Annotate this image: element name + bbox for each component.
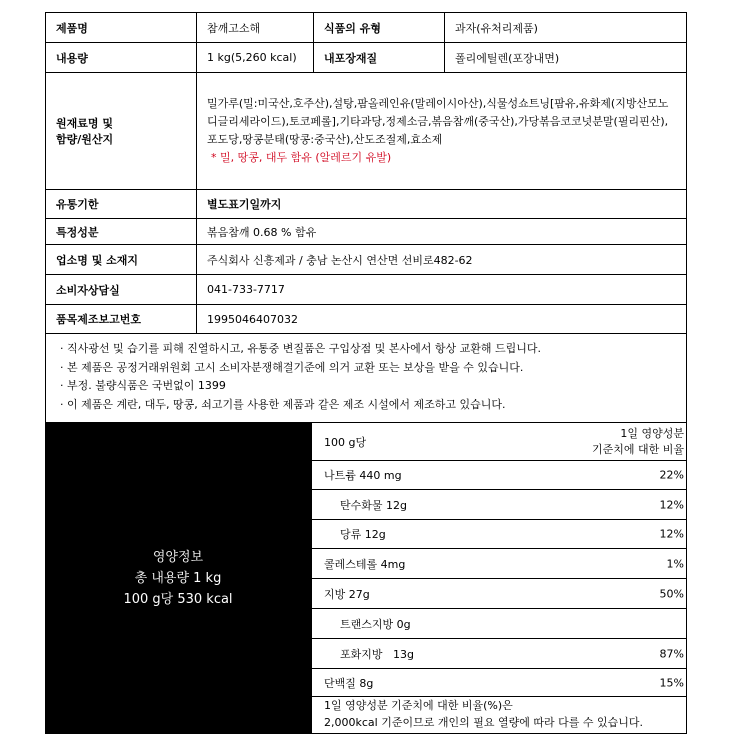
nutrient-row-cholesterol bbox=[312, 549, 686, 579]
table-row bbox=[46, 43, 687, 73]
product-name-label: 제품명 bbox=[46, 13, 197, 43]
table-row bbox=[46, 219, 687, 245]
maker-label: 업소명 및 소재지 bbox=[46, 245, 197, 275]
notice-line: · 이 제품은 계란, 대두, 땅콩, 쇠고기를 사용한 제품과 같은 제조 시설에서 제조하고 있습니다. bbox=[60, 397, 506, 411]
content-label: 내용량 bbox=[46, 43, 197, 73]
nutrient-row-sodium bbox=[312, 461, 686, 490]
table-row bbox=[46, 245, 687, 275]
nutrition-header-left: 100 g당 bbox=[324, 435, 367, 449]
ingredients-value bbox=[197, 73, 687, 190]
nutrient-percent: 12% bbox=[659, 498, 684, 511]
nutrient-row-sugar bbox=[312, 520, 686, 549]
special-label: 특정성분 bbox=[46, 219, 197, 245]
nutrient-percent: 87% bbox=[659, 647, 684, 660]
expiry-value: 별도표기일까지 bbox=[197, 190, 687, 219]
nutrition-footer-line1: 1일 영양성분 기준치에 대한 비율(%)은 bbox=[324, 699, 513, 712]
nutrition-per-kcal: 100 g당 530 kcal bbox=[123, 591, 233, 607]
ingredients-label-line1: 원재료명 및 bbox=[56, 117, 113, 130]
nutrient-name: 트랜스지방 0g bbox=[340, 617, 411, 631]
nutrition-total: 총 내용량 1 kg bbox=[134, 570, 222, 586]
packaging-value: 폴리에틸렌(포장내면) bbox=[445, 43, 687, 73]
content-value: 1 kg(5,260 kcal) bbox=[197, 43, 314, 73]
notice-section bbox=[45, 333, 687, 422]
nutrition-header-right-line1: 1일 영양성분 bbox=[620, 427, 684, 440]
report-label: 품목제조보고번호 bbox=[46, 305, 197, 334]
table-row bbox=[46, 275, 687, 305]
nutrition-footer bbox=[324, 697, 643, 731]
nutrient-name: 당류 12g bbox=[340, 528, 386, 541]
consult-value: 041-733-7717 bbox=[197, 275, 687, 305]
nutrient-row-fat bbox=[312, 579, 686, 609]
nutrient-percent: 22% bbox=[659, 468, 684, 482]
notice-line: · 직사광선 및 습기를 피해 진열하시고, 유통중 변질품은 구입상점 및 본사에서 항상 교환해 드립니다. bbox=[60, 342, 541, 355]
ingredients-label bbox=[46, 73, 197, 190]
table-row bbox=[46, 73, 687, 190]
nutrition-summary bbox=[45, 422, 311, 734]
nutrient-row-saturated-fat bbox=[312, 639, 686, 669]
notice-line: · 부정. 불량식품은 국번없이 1399 bbox=[60, 379, 226, 392]
nutrient-name: 지방 27g bbox=[324, 587, 370, 601]
consult-label: 소비자상담실 bbox=[46, 275, 197, 305]
nutrient-name: 포화지방 13g bbox=[340, 647, 414, 661]
allergy-warning: * 밀, 땅콩, 대두 함유 (알레르기 유발) bbox=[211, 151, 392, 164]
ingredients-label-line2: 함량/원산지 bbox=[56, 133, 114, 146]
nutrient-percent: 50% bbox=[659, 587, 684, 600]
nutrient-name: 탄수화물 12g bbox=[340, 498, 407, 512]
packaging-label: 내포장재질 bbox=[314, 43, 445, 73]
food-type-value: 과자(유처리제품) bbox=[445, 13, 687, 43]
notice-line: · 본 제품은 공정거래위원회 고시 소비자분쟁해결기준에 의거 교환 또는 보상을 받을 수 있습니다. bbox=[60, 360, 524, 374]
nutrient-row-carbs bbox=[312, 490, 686, 520]
maker-value: 주식회사 신흥제과 / 충남 논산시 연산면 선비로482-62 bbox=[197, 245, 687, 275]
nutrition-header bbox=[312, 423, 686, 461]
nutrition-header-right-line2: 기준치에 대한 비율 bbox=[591, 443, 684, 456]
product-info-table bbox=[45, 12, 687, 334]
nutrient-name: 단백질 8g bbox=[324, 676, 374, 690]
nutrient-percent: 12% bbox=[659, 527, 684, 541]
nutrient-row-trans-fat bbox=[312, 609, 686, 639]
special-value: 볶음참깨 0.68 % 함유 bbox=[197, 219, 687, 245]
table-row bbox=[46, 13, 687, 43]
expiry-label: 유통기한 bbox=[46, 190, 197, 219]
nutrition-table bbox=[311, 422, 687, 734]
table-row bbox=[46, 190, 687, 219]
nutrition-title: 영양정보 bbox=[152, 549, 204, 565]
nutrient-percent: 1% bbox=[666, 557, 684, 570]
product-name-value: 참깨고소해 bbox=[197, 13, 314, 43]
nutrition-header-right bbox=[592, 426, 684, 458]
nutrition-footer-line2: 2,000kcal 기준이므로 개인의 필요 열량에 따라 다를 수 있습니다. bbox=[324, 716, 643, 729]
nutrient-name: 나트륨 440 mg bbox=[324, 469, 402, 482]
nutrient-name: 콜레스테롤 4mg bbox=[324, 557, 406, 571]
food-type-label: 식품의 유형 bbox=[314, 13, 445, 43]
nutrient-percent: 15% bbox=[659, 676, 684, 689]
report-value: 1995046407032 bbox=[197, 305, 687, 334]
nutrient-row-protein bbox=[312, 669, 686, 697]
ingredients-text: 밀가루(밀:미국산,호주산),설탕,팜올레인유(말레이시아산),식물성쇼트닝[팜유,유화제(지방산모노디글리세라이드),토코페롤],기타과당,정제소금,볶음참깨(중국산),가당볶음코코넛분말(필리핀산),포도당,땅콩분태(땅콩:중국산),산도조절제,효소제 bbox=[207, 97, 669, 146]
nutrition-panel bbox=[45, 422, 687, 734]
table-row bbox=[46, 305, 687, 334]
